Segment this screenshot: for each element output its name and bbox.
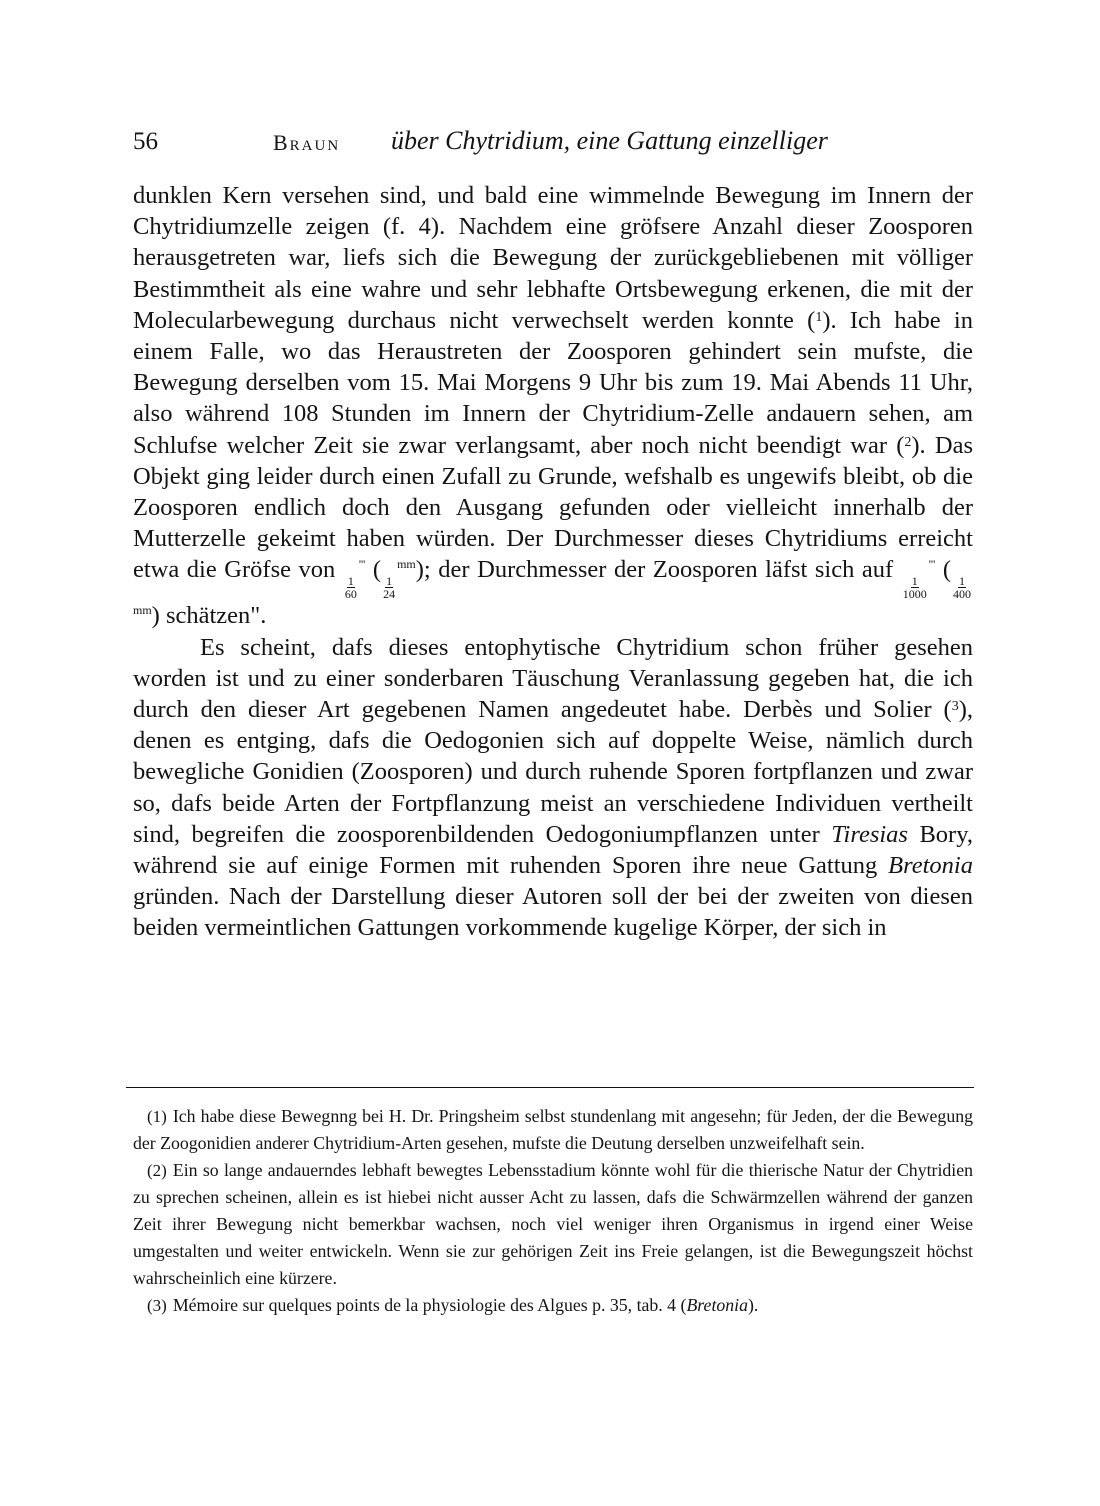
footnote-1 (133, 1103, 973, 1157)
fraction-numerator: 1 (386, 574, 393, 589)
footnote-text: Mémoire sur quelques points de la physiologie des Algues p. 35, tab. 4 ( (172, 1295, 687, 1315)
footnotes (133, 1103, 973, 1319)
unit-mm: mm (133, 603, 152, 618)
fraction-denominator: 1000 (902, 587, 927, 602)
page-number: 56 (133, 128, 158, 155)
footnote-text: Ein so lange andauerndes lebhaft bewegtes Lebensstadium könnte wohl für die thierische Natur der Chytridien zu sprechen scheinen, allein es ist hiebei nicht ausser Acht zu lassen, dafs die Schwärmzellen während der ganzen Zeit ihrer Bewegung nicht bemerkbar wachsen, noch viel weniger ihren Organismus in irgend einer Weise umgestalten und weiter entwickeln. Wenn sie zur gehörigen Zeit ins Freie gelangen, ist die Bewegungszeit höchst wahrscheinlich eine kürzere. (133, 1160, 973, 1288)
text-run: ), denen es entging, dafs die Oedogonien sich auf doppelte Weise, nämlich durch bewegliche Gonidien (Zoosporen) und durch ruhende Sporen fortpflanzen und zwar so, dafs beide Arten der Fortpflanzung meist an verschiedene Individuen vertheilt sind, begreifen die zoosporenbildenden Oedogoniumpflanzen unter (133, 696, 973, 848)
main-text (133, 180, 973, 944)
fraction-1-1000 (903, 575, 927, 600)
fraction-1-24 (383, 575, 395, 600)
text-run: ( (935, 556, 951, 584)
text-run: dunklen Kern versehen sind, und bald eine wimmelnde Bewegung im Innern der Chytridiumzelle zeigen (f. 4). Nachdem eine gröfsere Anzahl dieser Zoosporen herausgetreten war, liefs sich die Bewegung der zurückgebliebenen mit völliger Bestimmtheit als eine wahre und sehr lebhafte Ortsbewegung erkenen, die mit der Molecularbewegung durchaus nicht verwechselt werden konnte ( (133, 182, 973, 334)
header-author: Braun (273, 130, 341, 155)
footnote-ref-1: 1 (815, 309, 823, 325)
unit-lines: ''' (928, 557, 936, 572)
text-run: Es scheint, dafs dieses entophytische Chytridium schon früher gesehen worden ist und zu einer sonderbaren Täuschung Veranlassung gegeben hat, die ich durch den dieser Art gegebenen Namen angedeutet habe. Derbès und Solier ( (133, 633, 973, 724)
text-run: ). Ich habe in einem Falle, wo das Heraustreten der Zoosporen gehindert sein mufste, die Bewegung derselben vom 15. Mai Morgens 9 Uhr bis zum 19. Mai Abends 11 Uhr, also während 108 Stunden im Innern der Chytridium-Zelle andauern sehen, am Schlufse welcher Zeit sie zwar verlangsamt, aber noch nicht beendigt war ( (133, 306, 973, 459)
fraction-1-400 (953, 575, 971, 600)
genus-bretonia: Bretonia (686, 1295, 749, 1315)
text-run: ). Das Objekt ging leider durch einen Zufall zu Grunde, wefshalb es ungewifs bleibt, ob die Zoosporen endlich doch den Ausgang gefunden oder vielleicht innerhalb der Mutterzelle gekeimt haben würden. Der Durchmesser dieses Chytridiums erreicht etwa die Gröfse von (133, 431, 973, 584)
footnote-mark: (2) (147, 1161, 167, 1180)
footnote-ref-3: 3 (951, 699, 959, 715)
genus-bretonia: Bretonia (888, 852, 973, 880)
text-run: Bory, während sie auf einige Formen mit ruhenden Sporen ihre neue Gattung (133, 820, 973, 880)
unit-mm: mm (397, 557, 416, 572)
fraction-denominator: 24 (383, 587, 396, 602)
fraction-denominator: 400 (953, 587, 971, 602)
footnote-rule (126, 1087, 974, 1088)
text-run: ) schätzen". (151, 602, 267, 630)
footnote-3 (133, 1292, 973, 1319)
unit-lines: ''' (358, 557, 366, 572)
text-run: ); der Durchmesser der Zoosporen läfst sich auf (415, 556, 901, 584)
paragraph-1 (133, 180, 973, 632)
genus-tiresias: Tiresias (831, 820, 908, 848)
fraction-1-60 (345, 575, 357, 600)
footnote-mark: (3) (147, 1296, 167, 1315)
header-title: über Chytridium, eine Gattung einzelliger (391, 126, 828, 155)
fraction-denominator: 60 (344, 587, 357, 602)
text-run: ( (365, 556, 382, 584)
footnote-mark: (1) (147, 1107, 167, 1126)
footnote-text: Ich habe diese Bewegnng bei H. Dr. Pringsheim selbst stundenlang mit angesehn; für Jeden, der die Bewegung der Zoogonidien anderer Chytridium-Arten gesehen, mufste die Deutung derselben unzweifelhaft sein. (133, 1106, 973, 1153)
running-head (133, 124, 973, 164)
paragraph-2 (133, 632, 973, 944)
fraction-numerator: 1 (347, 574, 354, 589)
text-run: gründen. Nach der Darstellung dieser Autoren soll der bei der zweiten von diesen beiden vermeintlichen Gattungen vorkommende kugelige Körper, der sich in (133, 883, 973, 942)
fraction-numerator: 1 (911, 574, 918, 589)
footnote-text: ). (748, 1295, 759, 1315)
fraction-numerator: 1 (959, 574, 965, 589)
footnote-2 (133, 1157, 973, 1292)
footnote-ref-2: 2 (904, 434, 912, 450)
